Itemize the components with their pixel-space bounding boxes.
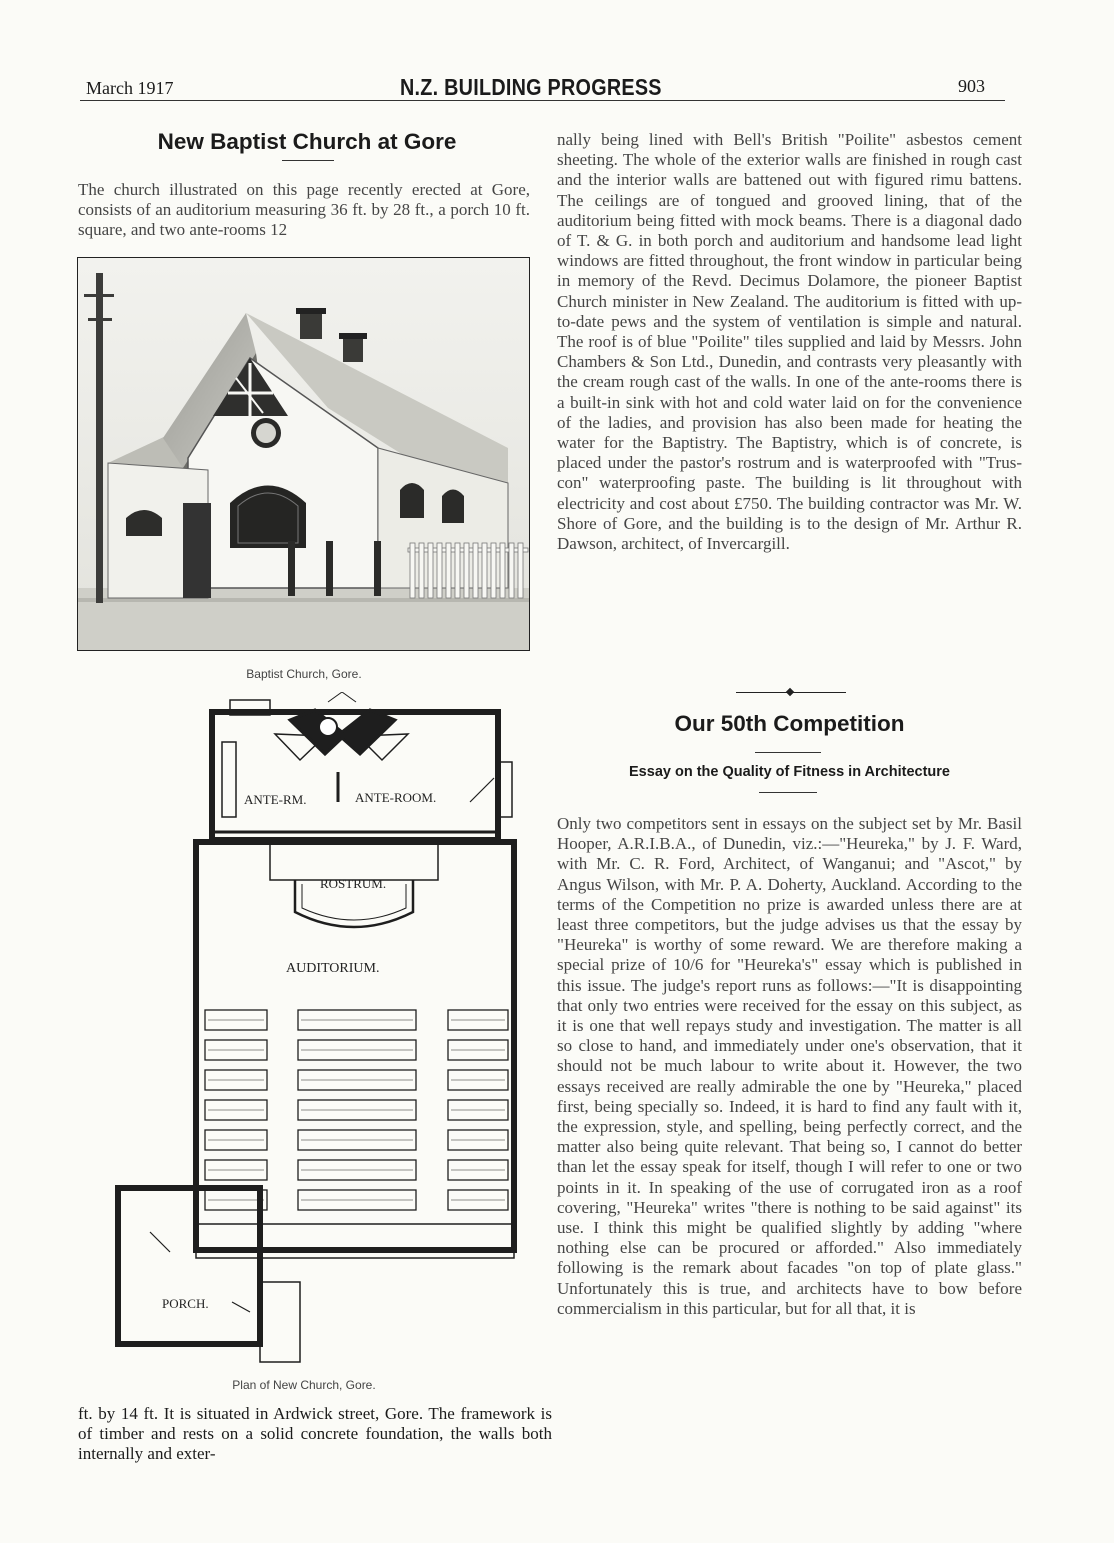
heading-rule [282, 160, 334, 161]
church-photograph [77, 257, 530, 651]
article-heading-competition: Our 50th Competition [674, 711, 905, 736]
divider-ornament [786, 688, 794, 696]
article-continuation-left: ft. by 14 ft. It is situated in Ardwick street, Gore. The framework is of timber and rests on a solid concrete foundation, the walls both internally and exter- [78, 1404, 552, 1464]
header-rule [80, 100, 1005, 101]
subheading-rule [759, 792, 817, 793]
floor-plan [110, 692, 524, 1372]
header-date: March 1917 [86, 78, 174, 98]
article-subheading: Essay on the Quality of Fitness in Architecture [629, 764, 950, 780]
plan-label-rostrum: ROSTRUM. [320, 876, 387, 891]
publication-title: N.Z. BUILDING PROGRESS [400, 74, 662, 100]
article-body-competition: Only two competitors sent in essays on the subject set by Mr. Basil Hooper, A.R.I.B.A., of Dunedin, viz.:—"Heureka," by J. F. Ward, with Mr. C. R. Ford, Architect, of Wanganui; and "Ascot," by Angus Wilson, with Mr. P. A. Doherty, Auckland. According to the terms of the Competition no prize is awarded unless there are at least three competitors, but the judge advises us that the essay by "Heureka" is worthy of some reward. We are therefore making a special prize of 10/6 for "Heureka's" essay which is published in this issue. The judge's report runs as follows:—"It is disappointing that only two entries were received for the essay on this subject, as it is one that well repays study and investigation. The matter is all so close to hand, and immediately under one's observation, that it should not be much labour to write about it. However, the two essays received are really admirable the one by "Heureka," placed first, being specially so. Indeed, it is hard to find any fault with it, the expression, style, and spelling, being perfectly correct, and the matter also being quite relevant. That being so, I cannot do better than let the essay speak for itself, though I will refer to one or two points in it. In speaking of the use of corrugated iron as a roof covering, "Heureka" writes "there is nothing to be said against" its use. I think this might be qualified slightly by adding "where nothing else can be procured or afforded." Also immediately following is the remark about facades "on top of plate glass." Unfortunately this is true, and architects have to bow before commercialism in this particular, but for all that, it is [557, 814, 1022, 1318]
article-continuation-right: nally being lined with Bell's British "Poilite" asbestos cement sheeting. The whole of the exterior walls are finished in rough cast and the interior walls are battened out with figured rimu battens. The ceilings are of tongued and grooved lining, that of the auditorium being fitted with mock beams. There is a diagonal dado of T. & G. in both porch and auditorium and handsome lead light windows are fitted throughout, the front window in particular being in memory of the Revd. Decimus Dolamore, the pioneer Baptist Church minister in New Zealand. The auditorium is fitted with up-to-date pews and the system of ventilation is simple and natural. The roof is of blue "Poilite" tiles supplied and laid by Messrs. John Chambers & Son Ltd., Dunedin, and contrasts very pleasantly with the cream rough cast of the walls. In one of the ante-rooms there is a built-in sink with hot and cold water laid on for the convenience of the ladies, and provision has also been made for heating the water for the Baptistry. The Baptistry, which is of concrete, is placed under the pastor's rostrum and is waterproofed with "Trus-con" waterproofing paste. The building is lit throughout with electricity and cost about £750. The building contractor was Mr. W. Shore of Gore, and the building is to the design of Mr. Arthur R. Dawson, architect, of Invercargill. [557, 130, 1022, 554]
plan-label-auditorium: AUDITORIUM. [286, 961, 380, 976]
plan-label-ante-room-right: ANTE-ROOM. [355, 790, 437, 805]
plan-label-ante-room-left: ANTE-RM. [244, 792, 307, 807]
heading-rule [755, 752, 821, 753]
plan-caption: Plan of New Church, Gore. [232, 1378, 376, 1392]
plan-label-porch: PORCH. [162, 1296, 209, 1311]
photo-caption: Baptist Church, Gore. [246, 667, 362, 681]
article-intro-paragraph: The church illustrated on this page recently erected at Gore, consists of an auditorium measuring 36 ft. by 28 ft., a porch 10 ft. square, and two ante-rooms 12 [78, 180, 530, 240]
article-heading: New Baptist Church at Gore [157, 129, 457, 154]
page-number: 903 [958, 76, 985, 96]
